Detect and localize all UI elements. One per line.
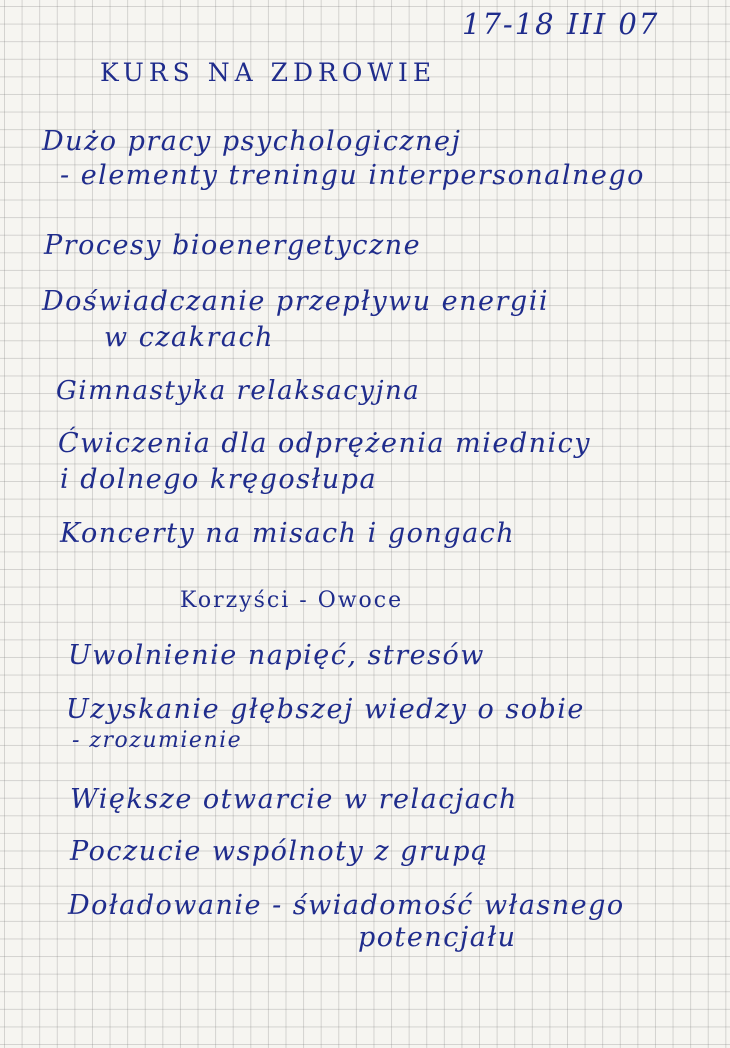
note-line: Uzyskanie głębszej wiedzy o sobie [66,694,585,725]
note-line: - zrozumienie [72,728,243,753]
note-line: Dużo pracy psychologicznej [42,126,462,157]
note-line: Doświadczanie przepływu energii [42,286,549,317]
note-line: w czakrach [104,322,275,353]
note-line: Większe otwarcie w relacjach [70,784,518,815]
note-line: Uwolnienie napięć, stresów [68,640,485,671]
note-line: Ćwiczenia dla odprężenia miednicy [58,428,592,459]
note-line: Koncerty na misach i gongach [60,518,516,549]
note-line: Poczucie wspólnoty z grupą [70,836,489,867]
note-line: potencjału [358,922,517,953]
note-date: 17-18 III 07 [462,7,660,41]
section-heading: Korzyści - Owoce [180,588,404,613]
note-line: Procesy bioenergetyczne [44,230,422,261]
note-line: Doładowanie - świadomość własnego [68,890,625,921]
note-line: i dolnego kręgosłupa [60,464,378,495]
note-title: KURS NA ZDROWIE [100,58,437,87]
note-line: Gimnastyka relaksacyjna [56,376,421,406]
note-line: - elementy treningu interpersonalnego [60,160,645,191]
